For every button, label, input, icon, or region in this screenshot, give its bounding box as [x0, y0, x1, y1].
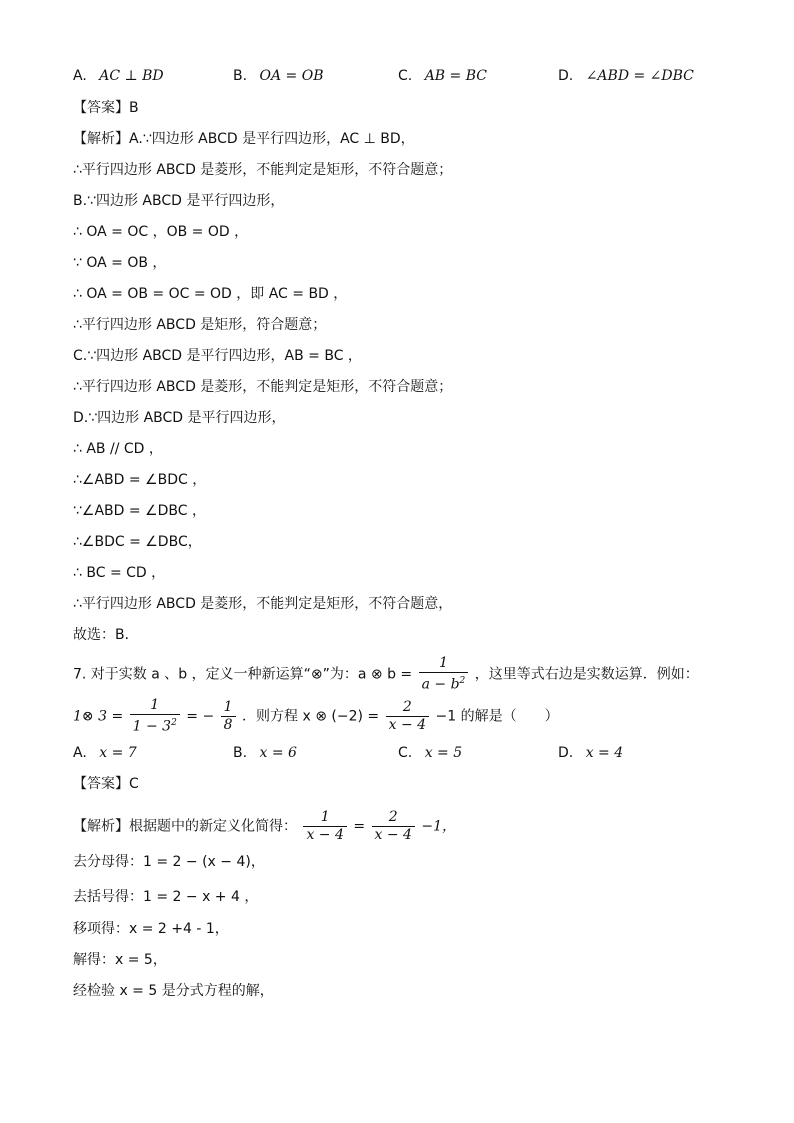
q6-line-4: ∴ OA = OC ，OB = OD ，	[73, 224, 249, 240]
q7-step-4: 解得：x = 5，	[73, 952, 167, 968]
q7-solution-fraction-right: $\frac{2}{x - 4}$	[372, 809, 415, 844]
q6-option-c: C. AB = BC	[398, 68, 487, 84]
q7-example-fraction: $\frac{1}{1 - 3^2}$	[130, 697, 180, 736]
q6-option-d: D. ∠ABD = ∠DBC	[558, 68, 694, 84]
q6-line-13: ∵∠ABD = ∠DBC ，	[73, 503, 206, 519]
q6-line-1: 【解析】A.∵四边形 ABCD 是平行四边形，AC ⊥ BD，	[73, 131, 415, 147]
q6-line-6: ∴ OA = OB = OC = OD ，即 AC = BD ，	[73, 286, 348, 302]
q6-line-11: ∴ AB // CD ，	[73, 441, 163, 457]
q6-line-15: ∴ BC = CD ，	[73, 565, 166, 581]
q7-option-b: B. x = 6	[233, 745, 297, 761]
q6-answer: 【答案】B	[73, 100, 139, 116]
q7-option-d: D. x = 4	[558, 745, 624, 761]
q7-step-3: 移项得：x = 2 +4 - 1，	[73, 921, 229, 937]
q7-example-result-fraction: $\frac{1}{8}$	[221, 699, 236, 734]
q7-solution-fraction-left: $\frac{1}{x - 4}$	[303, 809, 346, 844]
q6-option-a: A. AC ⊥ BD	[73, 68, 164, 84]
q7-step-5: 经检验 x = 5 是分式方程的解，	[73, 983, 274, 999]
q6-option-b: B. OA = OB	[233, 68, 324, 84]
q6-line-8: C.∵四边形 ABCD 是平行四边形，AB = BC ，	[73, 348, 362, 364]
q7-stem-line-2: 1⊗ 3 = $\frac{1}{1 - 3^2}$ = − $\frac{1}{8}$ ．则方程 x ⊗ (−2) = $\frac{2}{x - 4}$ −1 的解是（ ）	[73, 697, 559, 735]
q6-line-7: ∴平行四边形 ABCD 是矩形，符合题意；	[73, 317, 327, 333]
q7-def-fraction: $\frac{1}{a - b^2}$	[419, 655, 469, 694]
q7-step-2: 去括号得：1 = 2 − x + 4 ，	[73, 889, 259, 905]
q6-line-5: ∵ OA = OB ，	[73, 255, 167, 271]
q7-option-a: A. x = 7	[73, 745, 137, 761]
q7-solution-line-1: 【解析】根据题中的新定义化简得： $\frac{1}{x - 4}$ = $\frac{2}{x - 4}$ −1，	[73, 809, 457, 843]
q6-line-2: ∴平行四边形 ABCD 是菱形，不能判定是矩形，不符合题意；	[73, 162, 453, 178]
q7-step-1: 去分母得：1 = 2 − (x − 4)，	[73, 854, 265, 870]
q6-line-16: ∴平行四边形 ABCD 是菱形，不能判定是矩形，不符合题意，	[73, 596, 453, 612]
q7-equation-fraction: $\frac{2}{x - 4}$	[386, 699, 429, 734]
q7-answer: 【答案】C	[73, 776, 139, 792]
q6-line-17: 故选：B．	[73, 627, 139, 643]
q6-line-14: ∴∠BDC = ∠DBC，	[73, 534, 202, 550]
q6-line-10: D.∵四边形 ABCD 是平行四边形，	[73, 410, 286, 426]
q7-stem-line-1: 7. 对于实数 a 、b ，定义一种新运算“⊗”为：a ⊗ b = $\frac{1}{a - b^2}$ ，这里等式右边是实数运算．例如：	[73, 655, 699, 693]
q6-line-12: ∴∠ABD = ∠BDC ，	[73, 472, 207, 488]
q6-line-3: B.∵四边形 ABCD 是平行四边形，	[73, 193, 285, 209]
q6-line-9: ∴平行四边形 ABCD 是菱形，不能判定是矩形，不符合题意；	[73, 379, 453, 395]
q7-option-c: C. x = 5	[398, 745, 463, 761]
